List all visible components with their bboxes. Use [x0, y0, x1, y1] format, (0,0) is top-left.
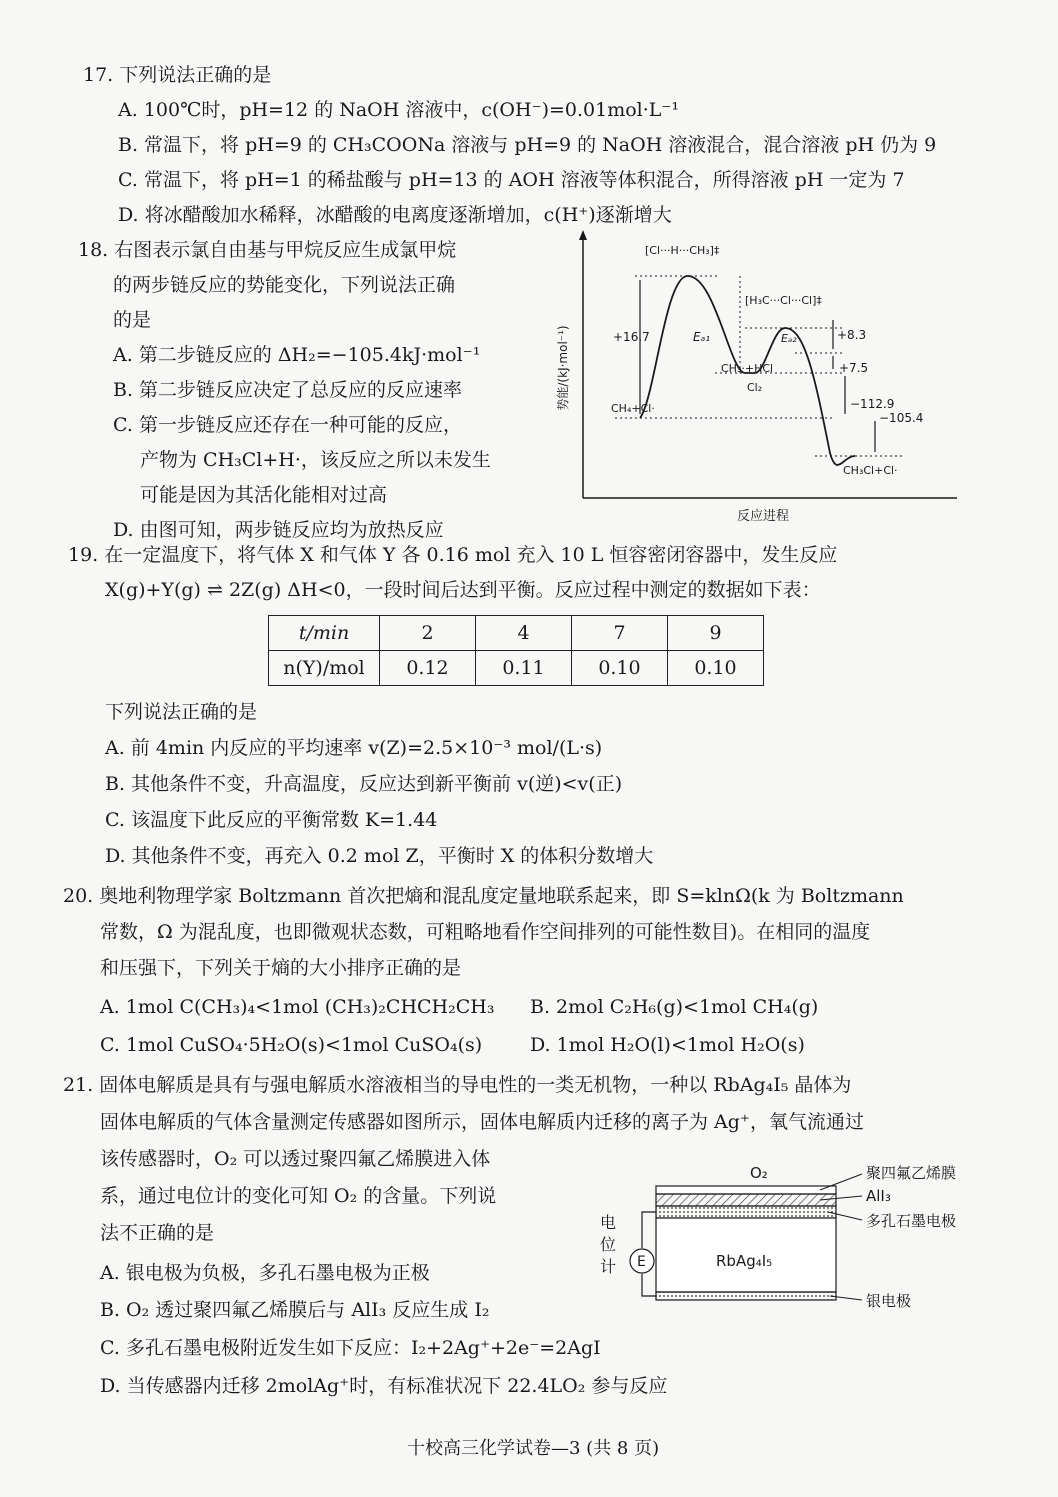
q17-option-b: B. 常温下，将 pH=9 的 CH₃COONa 溶液与 pH=9 的 NaOH 溶液混合，混合溶液 pH 仍为 9 [118, 134, 937, 156]
sensor-diagram [590, 1150, 990, 1320]
wire-bottom [642, 1274, 656, 1296]
mid-label-1: CH₃·+HCl [721, 362, 774, 375]
q20-stem-line3: 和压强下，下列关于熵的大小排序正确的是 [100, 957, 462, 979]
table-row [269, 616, 764, 651]
q20-option-a: A. 1mol C(CH₃)₄<1mol (CH₃)₂CHCH₂CH₃ [100, 996, 495, 1018]
leader-membrane [820, 1174, 862, 1190]
q18-stem-line1: 18. 右图表示氯自由基与甲烷反应生成氯甲烷 [78, 239, 457, 261]
q17-stem: 17. 下列说法正确的是 [83, 64, 272, 86]
table-header-cell: 7 [572, 616, 668, 651]
ali3-layer [656, 1194, 836, 1206]
q19-data-table [268, 615, 764, 686]
q20-stem-line2: 常数，Ω 为混乱度，也即微观状态数，可粗略地看作空间排列的可能性数目)。在相同的温度 [100, 921, 871, 943]
end-label: CH₃Cl+Cl· [843, 464, 898, 477]
table-cell: n(Y)/mol [269, 651, 380, 686]
q21-option-a: A. 银电极为负极，多孔石墨电极为正极 [100, 1262, 430, 1284]
q18-option-d: D. 由图可知，两步链反应均为放热反应 [113, 519, 444, 541]
meter-label-3: 计 [600, 1257, 617, 1276]
meter-e-label: E [637, 1254, 646, 1270]
q21-stem-line1: 21. 固体电解质是具有与强电解质水溶液相当的导电性的一类无机物，一种以 RbAg₄I₅ 晶体为 [63, 1074, 852, 1096]
q19-option-a: A. 前 4min 内反应的平均速率 v(Z)=2.5×10⁻³ mol/(L·s) [105, 737, 603, 759]
value-83: +8.3 [837, 328, 867, 342]
q20-option-b: B. 2mol C₂H₆(g)<1mol CH₄(g) [530, 996, 819, 1018]
q21-stem-line2: 固体电解质的气体含量测定传感器如图所示，固体电解质内迁移的离子为 Ag⁺，氧气流通过 [100, 1111, 864, 1133]
table-header-cell: t/min [269, 616, 380, 651]
q18-option-c-line1: C. 第一步链反应还存在一种可能的反应， [113, 414, 462, 436]
table-header-cell: 9 [668, 616, 764, 651]
q17-option-a: A. 100℃时，pH=12 的 NaOH 溶液中，c(OH⁻)=0.01mol·L⁻¹ [118, 99, 680, 121]
wire-top [642, 1212, 656, 1248]
table-row [269, 651, 764, 686]
graphite-electrode [656, 1206, 836, 1218]
q21-stem-line3: 该传感器时，O₂ 可以透过聚四氟乙烯膜进入体 [100, 1148, 491, 1170]
page-footer: 十校高三化学试卷—3 (共 8 页) [407, 1438, 660, 1459]
o2-label: O₂ [750, 1164, 768, 1182]
q20-option-d: D. 1mol H₂O(l)<1mol H₂O(s) [530, 1034, 805, 1056]
q18-option-a: A. 第二步链反应的 ΔH₂=−105.4kJ·mol⁻¹ [113, 344, 481, 366]
q21-option-b: B. O₂ 透过聚四氟乙烯膜后与 AlI₃ 反应生成 I₂ [100, 1299, 490, 1321]
table-header-cell: 4 [476, 616, 572, 651]
meter-label-1: 电 [600, 1213, 617, 1232]
ts1-label: [Cl···H···CH₃]‡ [645, 244, 720, 257]
electrolyte-label: RbAg₄I₅ [716, 1252, 773, 1270]
ali3-label: AlI₃ [866, 1187, 891, 1205]
ts2-label: [H₃C···Cl···Cl]‡ [745, 294, 822, 307]
q17-option-c: C. 常温下，将 pH=1 的稀盐酸与 pH=13 的 AOH 溶液等体积混合，所得溶液 pH 一定为 7 [118, 169, 905, 191]
q18-option-b: B. 第二步链反应决定了总反应的反应速率 [113, 379, 463, 401]
q19-option-b: B. 其他条件不变，升高温度，反应达到新平衡前 v(逆)<v(正) [105, 773, 623, 795]
silver-label: 银电极 [866, 1292, 912, 1310]
q18-option-c-line2: 产物为 CH₃Cl+H·，该反应之所以未发生 [140, 449, 491, 471]
q18-stem-line2: 的两步链反应的势能变化，下列说法正确 [113, 274, 456, 296]
y-axis-arrow [579, 230, 587, 240]
q18-stem-line3: 的是 [113, 309, 152, 331]
meter-label-2: 位 [600, 1235, 617, 1254]
table-cell: 0.11 [476, 651, 572, 686]
q19-option-c: C. 该温度下此反应的平衡常数 K=1.44 [105, 809, 438, 831]
q20-option-c: C. 1mol CuSO₄·5H₂O(s)<1mol CuSO₄(s) [100, 1034, 483, 1056]
q18-option-c-line3: 可能是因为其活化能相对过高 [140, 484, 388, 506]
q21-stem-line4: 系，通过电位计的变化可知 O₂ 的含量。下列说 [100, 1185, 497, 1207]
ptfe-membrane [656, 1186, 836, 1194]
value-1129: −112.9 [850, 397, 895, 411]
y-axis-label: 势能/(kJ·mol⁻¹) [556, 325, 570, 411]
ea2-label: Eₐ₂ [781, 332, 797, 345]
value-75: +7.5 [839, 361, 869, 375]
graphite-label: 多孔石墨电极 [866, 1212, 957, 1230]
ea1-label: Eₐ₁ [693, 330, 711, 344]
table-cell: 0.10 [668, 651, 764, 686]
membrane-label: 聚四氟乙烯膜 [866, 1164, 957, 1182]
q21-option-c: C. 多孔石墨电极附近发生如下反应：I₂+2Ag⁺+2e⁻=2AgI [100, 1337, 601, 1359]
q17-option-d: D. 将冰醋酸加水稀释，冰醋酸的电离度逐渐增加，c(H⁺)逐渐增大 [118, 204, 672, 226]
table-header-cell: 2 [380, 616, 476, 651]
q19-stem-line3: 下列说法正确的是 [105, 701, 258, 723]
q21-option-d: D. 当传感器内迁移 2molAg⁺时，有标准状况下 22.4LO₂ 参与反应 [100, 1375, 668, 1397]
start-label: CH₄+Cl· [611, 402, 655, 415]
silver-electrode [656, 1292, 836, 1300]
energy-profile-diagram [545, 228, 965, 528]
value-1054: −105.4 [879, 411, 924, 425]
q19-option-d: D. 其他条件不变，再充入 0.2 mol Z，平衡时 X 的体积分数增大 [105, 845, 654, 867]
table-cell: 0.10 [572, 651, 668, 686]
q20-stem-line1: 20. 奥地利物理学家 Boltzmann 首次把熵和混乱度定量地联系起来，即 S=klnΩ(k 为 Boltzmann [63, 885, 904, 907]
q19-stem-line1: 19. 在一定温度下，将气体 X 和气体 Y 各 0.16 mol 充入 10 L 恒容密闭容器中，发生反应 [68, 544, 838, 566]
mid-label-2: Cl₂ [747, 381, 763, 394]
value-167: +16.7 [613, 330, 650, 344]
table-cell: 0.12 [380, 651, 476, 686]
q21-stem-line5: 法不正确的是 [100, 1222, 215, 1244]
x-axis-label: 反应进程 [736, 509, 790, 524]
q19-stem-line2: X(g)+Y(g) ⇌ 2Z(g) ΔH<0，一段时间后达到平衡。反应过程中测定的数据如下表： [105, 579, 821, 601]
